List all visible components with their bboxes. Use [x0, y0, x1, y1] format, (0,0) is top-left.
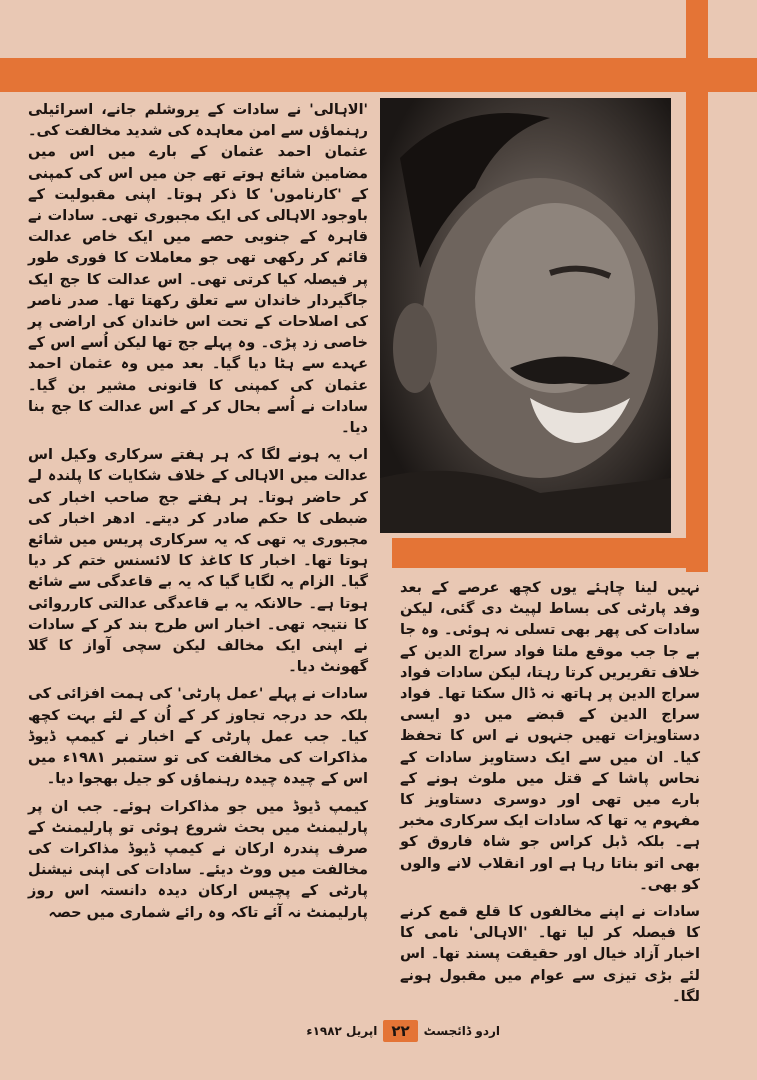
decorative-right-bar: [686, 0, 708, 572]
article-paragraph: سادات نے اپنے مخالفوں کا قلع قمع کرنے کا فیصلہ کر لیا تھا۔ 'الاہالی' نامی کا اخبار آزاد خیال اور حقیقت پسند تھا۔ اس لئے بڑی تیزی سے عوام میں مقبول ہونے لگا۔: [400, 904, 700, 1005]
page-footer: [300, 1018, 500, 1044]
article-paragraph: کیمپ ڈیوڈ میں جو مذاکرات ہوئے۔ جب ان پر پارلیمنٹ میں بحث شروع ہوئی تو پارلیمنٹ کے صرف پندرہ ارکان نے کیمپ ڈیوڈ مذاکرات کی مخالفت میں ووٹ دیئے۔ سادات کی اپنی نیشنل پارٹی کے پچیس ارکان دیدہ دانستہ اس روز پارلیمنٹ نہ آئے تاکہ وہ رائے شماری میں حصہ: [28, 798, 368, 921]
article-paragraph: سادات نے پہلے 'عمل پارٹی' کی ہمت افزائی کی بلکہ حد درجہ تجاوز کر کے اُن کے لئے بہت کچھ کیا۔ جب عمل پارٹی کے اخبار نے کیمپ ڈیوڈ مذاکرات کی مخالفت کی تو ستمبر ۱۹۸۱ء میں اس کے چیدہ چیدہ رہنماؤں کو جیل بھجوا دیا۔: [28, 686, 368, 788]
portrait-photo: [380, 98, 671, 533]
decorative-top-bar: [0, 58, 757, 92]
magazine-name: اردو ڈائجسٹ: [423, 1024, 500, 1038]
article-column-right: [400, 578, 700, 1014]
portrait-photo-icon: [380, 98, 671, 533]
article-paragraph: 'الاہالی' نے سادات کے یروشلم جانے، اسرائیلی رہنماؤں سے امن معاہدہ کی شدید مخالفت کی۔ عثمان احمد عثمان کے بارے میں اس میں مضامین شائع ہوتے تھے جن میں اس کی کمپنی کے 'کارناموں' کا ذکر ہوتا۔ اپنی مقبولیت کے باوجود الاہالی کی ایک مجبوری تھی۔ سادات نے قاہرہ کے جنوبی حصے میں ایک خاص عدالت قائم کر رکھی تھی جو معاملات کا فوری طور پر فیصلہ کیا کرتی تھی۔ اس عدالت کا جج ایک جاگیردار خاندان سے تعلق رکھتا تھا۔ صدر ناصر کی اصلاحات کے تحت اس خاندان کی اراضی پر خاصی زد پڑی۔ وہ پہلے جج تھا لیکن اُسے اس کے عہدے سے ہٹا دیا گیا۔ بعد میں وہ عثمان احمد عثمان کی کمپنی کا قانونی مشیر بن گیا۔ سادات نے اُسے بحال کر کے اس عدالت کا جج بنا دیا۔: [28, 102, 368, 437]
article-column-left: [28, 100, 368, 930]
article-paragraph: اب یہ ہونے لگا کہ ہر ہفتے سرکاری وکیل اس عدالت میں الاہالی کے خلاف شکایات کا پلندہ لے کر حاضر ہوتا۔ ہر ہفتے جج صاحب اخبار کی ضبطی کا حکم صادر کر دیتے۔ ادھر اخبار کی مجبوری یہ تھی کہ یہ سرکاری پریس میں شائع ہوتا تھا۔ اخبار کا کاغذ کا لائسنس ختم کر دیا گیا۔ الزام یہ لگایا گیا کہ یہ بے قاعدگی سے شائع ہوتا ہے۔ حالانکہ یہ بے قاعدگی عدالتی کارروائی کا نتیجہ تھی۔ اخبار اس طرح بند کر کے سادات نے اپنی ایک مخالف لیکن سچی آواز کا گلا گھونٹ دیا۔: [28, 447, 368, 676]
issue-date: اپریل ۱۹۸۲ء: [306, 1024, 378, 1038]
decorative-photo-underline: [392, 538, 708, 568]
article-paragraph: نہیں لینا چاہئے یوں کچھ عرصے کے بعد وفد پارٹی کی بساط لپیٹ دی گئی، لیکن سادات کی پھر بھی تسلی نہ ہوئی۔ وہ جا بے جا جب موقع ملتا فواد سراج الدین کے خلاف تقریریں کرتا رہتا، لیکن سادات فواد سراج الدین پر ہاتھ نہ ڈال سکتا تھا۔ فواد سراج الدین کے قبضے میں دو ایسی دستاویزات تھیں جنہوں نے اس کا تحفظ کیا۔ ان میں سے ایک دستاویز سادات کے نحاس پاشا کے قتل میں ملوث ہونے کے بارے میں تھی اور دوسری دستاویز کا مفہوم یہ تھا کہ سادات ایک سرکاری مخبر ہے۔ بلکہ ڈبل کراس جو شاہ فاروق کو بھی اتو بناتا رہا ہے اور انقلاب لانے والوں کو بھی۔: [400, 580, 700, 893]
page-number: ۲۲: [383, 1020, 417, 1042]
